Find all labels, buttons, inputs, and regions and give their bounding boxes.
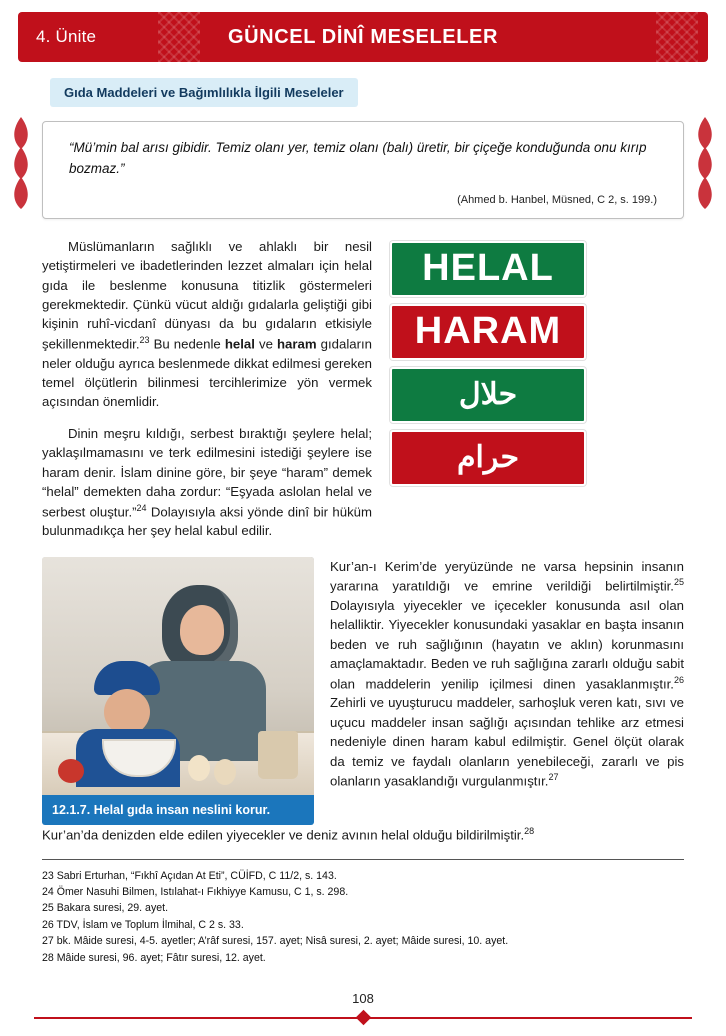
paragraph-2: [42, 424, 372, 541]
sign-haram-latin: HARAM: [390, 304, 586, 360]
photo-egg-2: [214, 759, 236, 785]
footer-diamond-icon: [355, 1010, 371, 1026]
footnote-item: 24 Ömer Nasuhi Bilmen, Istılahat-ı Fıkhiyye Kamusu, C 1, s. 298.: [42, 885, 349, 898]
hadith-text: “Mü’min bal arısı gibidir. Temiz olanı yer, temiz olanı (balı) üretir, bir çiçeğe konduğunda onu kırıp bozmaz.”: [69, 140, 647, 176]
photo-mother-face: [180, 605, 224, 655]
footnote-item: 26 TDV, İslam ve Toplum İlmihal, C 2 s. 33.: [42, 918, 244, 931]
paragraph-1-cont: Bu nedenle: [149, 336, 225, 352]
body-column-right: [330, 557, 684, 791]
footnote-item: 23 Sabri Erturhan, “Fıkhî Açıdan At Eti”, CÜİFD, C 11/2, s. 143.: [42, 869, 337, 882]
sign-haram-arabic: حرام: [390, 430, 586, 486]
photo-egg-1: [188, 755, 210, 781]
footnote-item: 28 Mâide suresi, 96. ayet; Fâtır suresi, 12. ayet.: [42, 951, 266, 964]
photo-jar: [258, 731, 298, 779]
sign-helal-arabic: حلال: [390, 367, 586, 423]
paragraph-3-part-c: Zehirli ve uyuşturucu maddeler, sarhoşluk veren katı, sıvı ve uçucu maddeler insan sağlığı açısından tehlike arz etmesi nedeniyle dinen haram kabul edilmiştir. Genel ölçüt olarak da temiz ve faydalı olanların yenebileceği, zararlı ve pis olanların yasaklandığı vurgulanmıştır.: [330, 695, 684, 789]
page-number: 108: [352, 991, 374, 1006]
hadith-block: [42, 121, 684, 219]
unit-badge: 4. Ünite: [36, 27, 97, 46]
page-title: GÜNCEL DİNÎ MESELELER: [227, 25, 499, 48]
footnote-ref-25: 25: [673, 577, 684, 588]
photo-child-face: [104, 689, 150, 735]
figure-block: [42, 557, 314, 825]
paragraph-2-end: Dolayısıyla aksi yönde dinî bir hüküm bulunmadıkça her şey helal kabul edilir.: [42, 503, 372, 539]
footnote-ref-28: 28: [524, 825, 535, 836]
body-column-left: [42, 237, 372, 541]
footnote-ref-26: 26: [673, 674, 684, 685]
ornament-left-icon: [8, 115, 34, 211]
photo-tomato: [58, 759, 84, 783]
paragraph-1: [42, 237, 372, 412]
paragraph-2-text: Dinin meşru kıldığı, serbest bıraktığı şeylere helal; yaklaşılmamasını ve terk edilmesini istediği şeylere ise haram denir. İslam dinine göre, bir şeye “haram” demek “helal” demekten daha zordur: “Eşyada aslolan helal ve serbest oluştur.”: [42, 425, 372, 519]
content-row-bottom: [42, 557, 684, 825]
paragraph-3-tail: [42, 825, 684, 845]
footnote-ref-23: 23: [139, 334, 150, 345]
figure-caption: 12.1.7. Helal gıda insan neslini korur.: [42, 795, 314, 825]
footnotes: [42, 859, 684, 966]
content-row-top: [42, 237, 684, 541]
halal-haram-signs: [390, 241, 586, 486]
hadith-box: [42, 121, 684, 219]
sign-helal-latin: HELAL: [390, 241, 586, 297]
page-header: [18, 12, 708, 62]
section-label: Gıda Maddeleri ve Bağımlılıkla İlgili Meseleler: [50, 78, 358, 107]
term-haram: haram: [277, 336, 317, 352]
paragraph-3-part-b: Dolayısıyla yiyecekler ve içecekler konusunda asıl olan helalliktir. Yiyecekler konusundaki yasaklar en başta insanın beden ve ruh sağlığının (hayatın ve aklın) korunmasını amaçlamaktadır. Beden ve ruh sağlığına zararlı olduğu sabit olan maddelerin yenilip içilmesi dinen yasaklanmıştır.: [330, 597, 684, 691]
figure-image: [42, 557, 314, 795]
footnote-ref-24: 24: [136, 502, 147, 513]
paragraph-1-end: gıdaların neler olduğu ayrıca beslenmede dikkat edilmesi gereken temel ölçütlerin bilinmesi tercihlerimize yön vermek açısından önemlidir.: [42, 336, 372, 410]
footnote-item: 25 Bakara suresi, 29. ayet.: [42, 902, 169, 915]
footer-rule: [34, 1012, 692, 1022]
footnote-item: 27 bk. Mâide suresi, 4-5. ayetler; A’râf suresi, 157. ayet; Nisâ suresi, 2. ayet; Mâide suresi, 10. ayet.: [42, 935, 509, 948]
term-helal: helal: [224, 336, 255, 352]
page-footer: [0, 991, 726, 1022]
hadith-source: (Ahmed b. Hanbel, Müsned, C 2, s. 199.): [457, 193, 657, 206]
paragraph-1-text: Müslümanların sağlıklı ve ahlaklı bir nesil yetiştirmeleri ve ibadetlerinden lezzet almaları için helal gıda ile beslenme konusuna titizlik göstermeleri gerekmektedir. Çünkü vücut aldığı gıdalarla geliştiği gibi kişinin ruhî-vicdanî dünyası da bu gıdaların etkisiyle şekillenmektedir.: [42, 238, 372, 352]
footnote-ref-27: 27: [548, 771, 559, 782]
paragraph-3-part-a: Kur’an-ı Kerim’de yeryüzünde ne varsa hepsinin insanın yararına yaratıldığı ve emrine verildiği belirtilmiştir.: [330, 558, 684, 594]
ornament-right-icon: [692, 115, 718, 211]
paragraph-1-conj: ve: [254, 336, 277, 352]
paragraph-3-part-d: Kur’an’da denizden elde edilen yiyecekler ve deniz avının helal olduğu bildirilmiştir.: [42, 827, 525, 843]
